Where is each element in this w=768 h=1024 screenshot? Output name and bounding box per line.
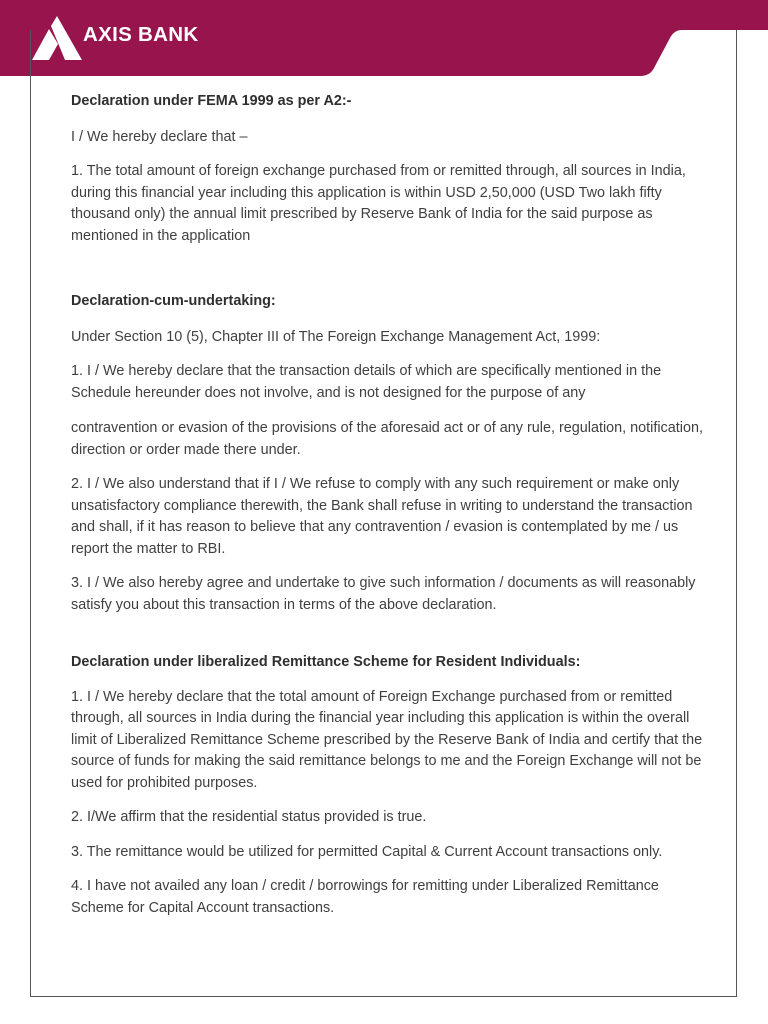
lrs-item-2: 2. I/We affirm that the residential status provided is true. <box>71 809 427 825</box>
document-body <box>71 91 703 919</box>
undertaking-heading: Declaration-cum-undertaking: <box>71 293 276 309</box>
undertaking-item-3: 3. I / We also hereby agree and undertake to give such information / documents as will reasonably satisfy you about this transaction in terms of the above declaration. <box>71 575 696 613</box>
fema-item-1: 1. The total amount of foreign exchange purchased from or remitted through, all sources in India, during this financial year including this application is within USD 2,50,000 (USD Two lakh fifty thousand only) the annual limit prescribed by Reserve Bank of India for the said purpose as mentioned in the application <box>71 163 686 244</box>
undertaking-intro: Under Section 10 (5), Chapter III of The Foreign Exchange Management Act, 1999: <box>71 328 601 345</box>
undertaking-item-1b: contravention or evasion of the provisions of the aforesaid act or of any rule, regulation, notification, direction or order made there under. <box>71 420 703 458</box>
fema-intro: I / We hereby declare that – <box>71 128 248 145</box>
fema-heading: Declaration under FEMA 1999 as per A2:- <box>71 93 352 109</box>
lrs-heading: Declaration under liberalized Remittance Scheme for Resident Individuals: <box>71 654 581 670</box>
brand-name: AXIS BANK <box>83 23 199 46</box>
lrs-item-4: 4. I have not availed any loan / credit / borrowings for remitting under Liberalized Remittance Scheme for Capital Account transactions. <box>71 878 659 916</box>
undertaking-item-2: 2. I / We also understand that if I / We refuse to comply with any such requirement or make only unsatisfactory compliance therewith, the Bank shall refuse in writing to understand the transaction and shall, if it has reason to believe that any contravention / evasion is contemplated by me / us report the matter to RBI. <box>71 476 693 557</box>
lrs-item-3: 3. The remittance would be utilized for permitted Capital & Current Account transactions only. <box>71 843 663 860</box>
lrs-item-1: 1. I / We hereby declare that the total amount of Foreign Exchange purchased from or remitted through, all sources in India during the financial year including this application is within the overall limit of Liberalized Remittance Scheme prescribed by the Reserve Bank of India and certify that the source of funds for making the said remittance belongs to me and the Foreign Exchange will not be used for prohibited purposes. <box>71 688 703 791</box>
undertaking-item-1a: 1. I / We hereby declare that the transaction details of which are specifically mentioned in the Schedule hereunder does not involve, and is not designed for the purpose of any <box>71 363 662 401</box>
